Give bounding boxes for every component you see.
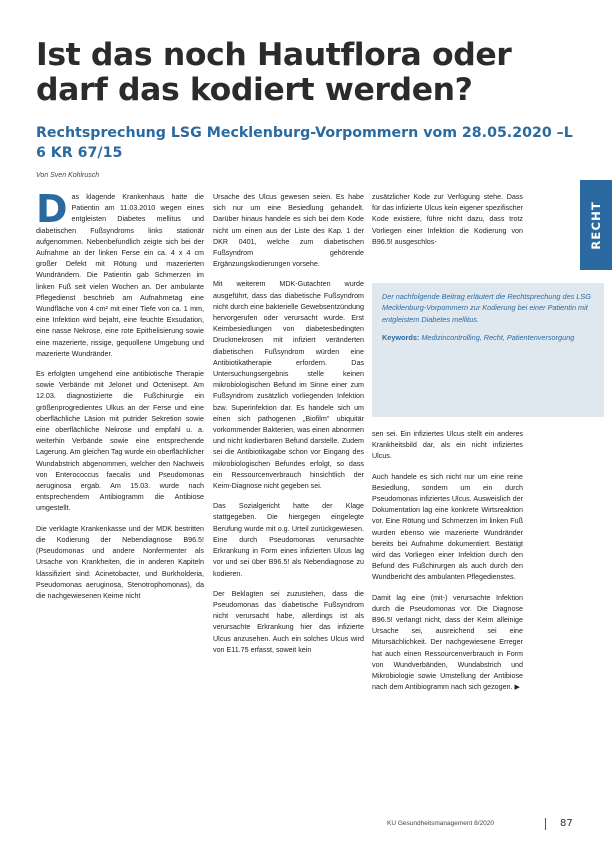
paragraph: [36, 187, 204, 360]
column-3-bottom: [372, 429, 523, 702]
summary-text: Der nachfolgende Beitrag erläutert die Rechtsprechung des LSG Mecklenburg-Vorpommern zur Kodierung bei einer Patientin mit entgleistem Diabetes mellitus.: [382, 292, 591, 324]
footer-divider: [545, 818, 546, 830]
article-subtitle: Rechtsprechung LSG Mecklenburg-Vorpommern vom 28.05.2020 –L 6 KR 67/15: [36, 125, 573, 161]
summary-box: [372, 283, 604, 417]
column-2: [213, 192, 364, 665]
paragraph: Das Sozialgericht hatte der Klage stattgegeben. Die hiergegen eingelegte Berufung wurde mit o.g. Urteil zurückgewiesen. Eine durch Pseudomonas verursachte Erkrankung in Form eines infizierten Ulcus lag vor und sei über B96.5! als Nebendiagnose zu kodieren.: [213, 502, 364, 578]
article-title: Ist das noch Hautflora oder darf das kodiert werden?: [36, 37, 512, 108]
paragraph: Der Beklagten sei zuzustehen, dass die Pseudomonas das diabetische Fußsyndrom nicht verursacht habe, allerdings ist als verursachte Erkrankung hier das infizierte Ulcus anzusehen. Auch ein solches Ulcus wird von E11.75 erfasst, soweit kein: [213, 589, 364, 654]
drop-cap: D: [36, 187, 68, 231]
paragraph: Die verklagte Krankenkasse und der MDK bestritten die Kodierung der Nebendiagnose B96.5! (Pseudomonas und andere Nonfermenter als Ursache von Krankheiten, die in anderen Kapiteln klassifiziert sind: Acinetobacter, und Burkholderia, Pseudomonas aeruginosa, Stenotrophomonas), da die nachgewiesenen Keime nicht: [36, 524, 204, 600]
section-tab: [580, 180, 612, 270]
paragraph-text: as klagende Krankenhaus hatte die Patientin am 11.03.2010 wegen eines entgleisten Diabetes mellitus und diabetischen Fußsyndroms links stationär aufgenommen. Nebenbefundlich zeigte sich bei der Aufnahme an der linken Ferse ein ca. 4 x 4 cm großer Defekt mit Rötung und mazerierten Wundrändern. Die Patientin gab Schmerzen im linken Fuß seit vielen Wochen an. Der ambulante Pflegedienst beschrieb am Aufnahmetag eine Wundfläche von 4 cm² mit einer Tiefe von ca. 1 mm, eine Infektion wird bejaht, eine feuchte Exsudation, eine nasse Nekrose, eine rote Epithelisierung sowie eine mazerierte, rissige, gequollene Umgebung und mazerierte Wundränder.: [36, 193, 204, 358]
paragraph: Ursache des Ulcus gewesen seien. Es habe sich nur um eine Besiedlung gehandelt. Darüber hinaus handele es sich bei dem Kode nicht um einen aus der Liste des Kap. 1 der DKR 0401, welche zum diabetischen Fußsyndrom gehörende Ergänzungskodierungen vorsehe.: [213, 193, 364, 269]
paragraph: zusätzlicher Kode zur Verfügung stehe. Dass für das infizierte Ulcus kein eigener spezifischer Kode existiere, führe nicht dazu, dass trotz Vorliegen einer Infektion die Kodierung von B96.5! ausgeschlos-: [372, 193, 523, 246]
paragraph: Mit weiterem MDK-Gutachten wurde ausgeführt, dass das diabetische Fußsyndrom nicht durch eine bakterielle Gewebsentzündung hervorgerufen oder verursacht wurde. Erst Keimbesiedlungen von diabetesbedingten Druckmekrosen mit infiziert veränderten diabetischen Fußsyndrom würden eine Antibiotikatherapie erfordern. Das Untersuchungsergebnis stelle keinen mikrobiologischen Befund im Sinne einer zum Fußsyndrom zusätzlich vorliegenden Infektion bzw. Superinfektion dar. Es handele sich um einen sich pathogenen „Biofilm“ ubiquitär vorkommender Bakterien, was einen abnormen und nicht kodierbaren Befund darstelle. Zudem sei die Antibiotikagabe schon vor Eingang des mikrobiologischen Befundes erfolgt, so dass ein Ressourcenverbrauch hinsichtlich der Keim-Diagnose nicht gegeben sei.: [213, 280, 364, 491]
keywords-text: Medizincontrolling, Recht, Patientenversorgung: [421, 333, 575, 343]
footer-journal: KU Gesundheitsmanagement 8/2020: [387, 820, 494, 827]
paragraph: [372, 593, 523, 694]
section-tab-label: RECHT: [589, 200, 603, 250]
paragraph: sen sei. Ein infiziertes Ulcus stellt ein anderes Krankheitsbild dar, als ein nicht infiziertes Ulcus.: [372, 430, 523, 461]
column-1: [36, 187, 204, 611]
keywords: [382, 332, 594, 343]
column-3-top: [372, 192, 523, 257]
page-number: 87: [560, 818, 573, 829]
continue-arrow-icon: ▶: [514, 684, 520, 692]
paragraph: Auch handele es sich nicht nur um eine reine Besiedlung, sondern um ein durch Pseudomonas infiziertes Ulcus. Ausweislich der Dokumentation lag eine konkrete Wirtsreaktion vor. Eine Rötung und Schmerzen im linken Fuß wurden ebenso wie mazerierte Wundränder bereits bei Aufnahme dokumentiert. Bestätigt wird das Vorliegen einer Infektion durch den Befund des Fußchirurgen als auch durch den Wundbericht des ambulanten Pflegedienstes.: [372, 472, 523, 582]
paragraph-text: Damit lag eine (mit-) verursachte Infektion durch die Pseudomonas vor. Die Diagnose B96.5! verlangt nicht, dass der Keim alleinige Ursache sei, ausreichend sei eine Mitursächlichkeit. Der nachgewiesene Erreger hat auch einen Ressourcenverbrauch in Form von Wundverbänden, Wundabstrich und Mikrobiologie sowie Umstellung der Antibiose nach dem Antibiogramm nach sich gezogen.: [372, 593, 523, 692]
paragraph: Es erfolgten umgehend eine antibiotische Therapie sowie Verbände mit Jelonet und Octenisept. Am 12.03. diagnostizierte die Fußchirurgie ein größenprogredientes Ulkus an der Ferse und eine oberflächliche Läsion mit putrider Sekretion sowie eine oberflächliche Nekrose und empfahl u. a. weiterhin Verbände sowie eine entsprechende Lagerung. Am gleichen Tag wurde ein oberflächlicher Wundabstrich abgenommen, welcher den Nachweis von Enterococcus faecalis und Pseudomonas aeruginosa ergab. Am 15.03. wurde nach entsprechendem Antibiogramm die Antibiose umgestellt.: [36, 370, 204, 513]
author-line: Von Sven Kohlrusch: [36, 172, 100, 179]
keywords-label: Keywords:: [382, 333, 420, 343]
